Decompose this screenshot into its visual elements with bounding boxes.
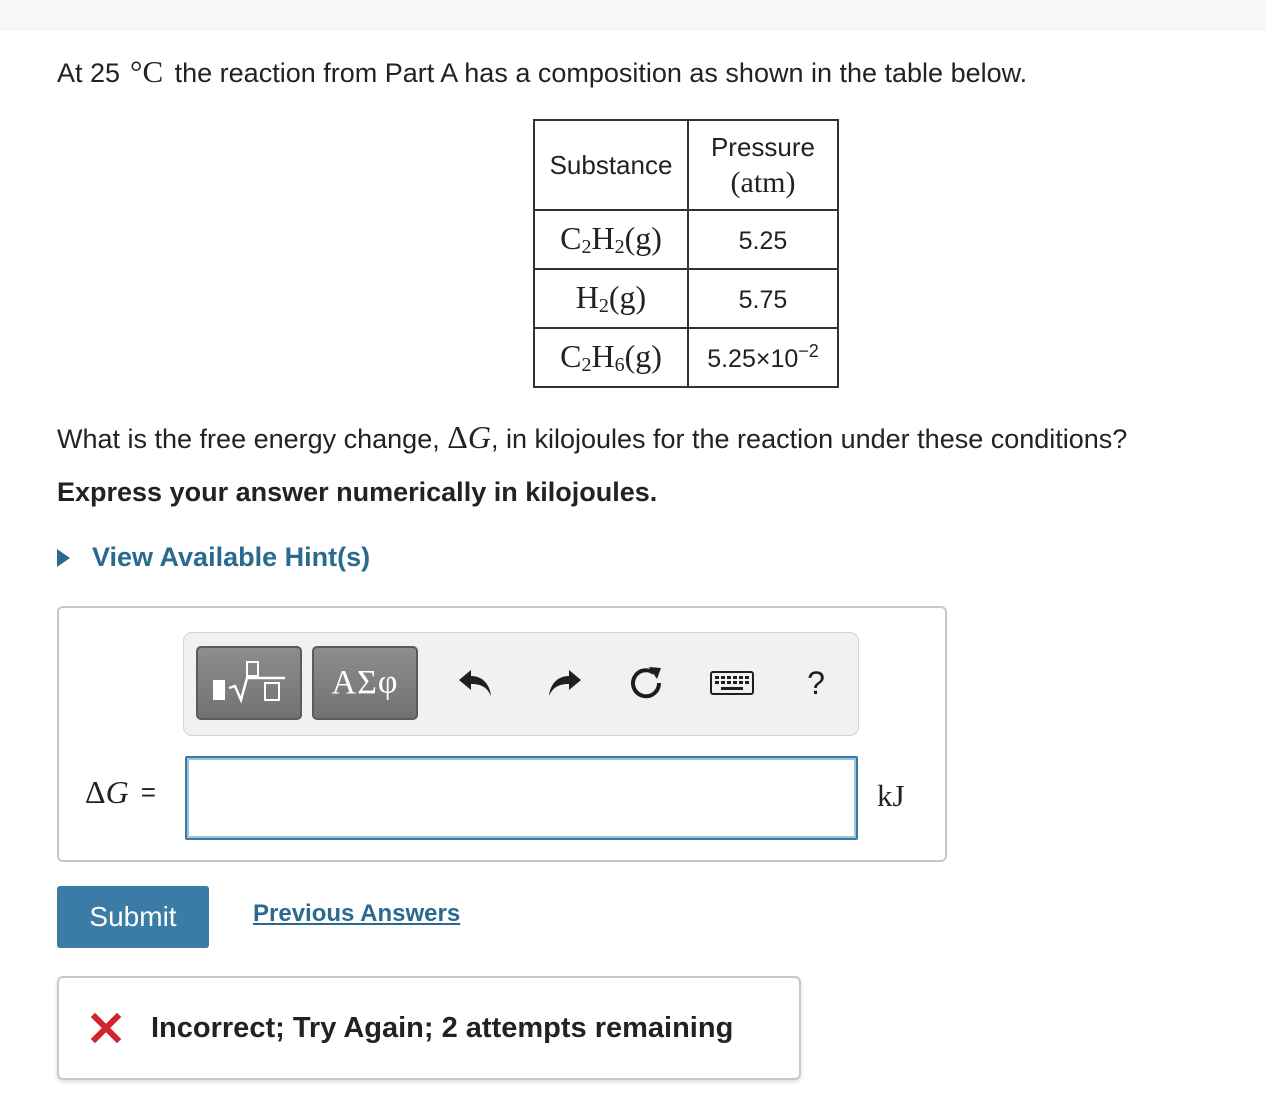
delta-g-label — [85, 774, 156, 811]
expand-triangle-icon — [57, 549, 70, 567]
composition-table — [533, 119, 839, 388]
help-button[interactable]: ? — [807, 664, 825, 701]
question-before: What is the free energy change, — [57, 424, 440, 454]
keyboard-button[interactable] — [708, 661, 756, 705]
header-pressure-unit: (atm) — [730, 166, 796, 199]
table-row — [534, 210, 838, 269]
question-text — [57, 419, 1127, 456]
substance-cell: $C_2H_2(g)$ — [534, 210, 688, 269]
answer-input[interactable] — [185, 756, 858, 840]
question-after: , in kilojoules for the reaction under these conditions? — [490, 424, 1128, 454]
table-row — [534, 328, 838, 387]
pressure-cell: 5.75 — [688, 269, 838, 328]
view-hints-link[interactable] — [57, 542, 370, 573]
header-substance: Substance — [534, 120, 688, 210]
redo-icon — [545, 666, 583, 700]
table-row — [534, 269, 838, 328]
intro-after: the reaction from Part A has a composition as shown in the table below. — [174, 58, 1028, 88]
undo-icon — [457, 666, 495, 700]
reset-icon — [627, 664, 665, 702]
substance-cell: $C_2H_6(g)$ — [534, 328, 688, 387]
intro-text — [57, 54, 1027, 90]
view-hints-label: View Available Hint(s) — [92, 542, 371, 572]
intro-before: At 25 — [57, 58, 121, 88]
question-delta-g: ΔG — [447, 419, 491, 455]
equals-sign: = — [140, 777, 156, 807]
header-pressure — [688, 120, 838, 210]
reset-button[interactable] — [624, 661, 668, 705]
previous-answers-link[interactable]: Previous Answers — [253, 900, 461, 927]
answer-box — [57, 606, 947, 862]
templates-button[interactable] — [196, 646, 302, 720]
greek-symbols-button[interactable]: ΑΣφ — [312, 646, 418, 720]
feedback-message: Incorrect; Try Again; 2 attempts remaining — [151, 1011, 734, 1044]
instruction-text: Express your answer numerically in kilojoules. — [57, 477, 658, 507]
submit-button[interactable]: Submit — [57, 886, 209, 948]
table-header-row — [534, 120, 838, 210]
top-strip — [0, 0, 1266, 31]
temperature-unit: °C — [130, 54, 164, 89]
templates-icon — [207, 658, 291, 708]
incorrect-x-icon — [91, 1013, 121, 1043]
pressure-cell: $5.25\times 10^{-2}$ — [688, 328, 838, 387]
substance-cell: $H_2(g)$ — [534, 269, 688, 328]
pressure-cell: 5.25 — [688, 210, 838, 269]
feedback-box — [57, 976, 801, 1080]
keyboard-icon — [709, 668, 755, 698]
undo-button[interactable] — [454, 661, 498, 705]
math-toolbar — [183, 632, 859, 736]
redo-button[interactable] — [542, 661, 586, 705]
header-pressure-label: Pressure — [710, 132, 816, 162]
unit-label: kJ — [877, 778, 905, 813]
delta-g-symbol: ΔG — [85, 774, 129, 810]
